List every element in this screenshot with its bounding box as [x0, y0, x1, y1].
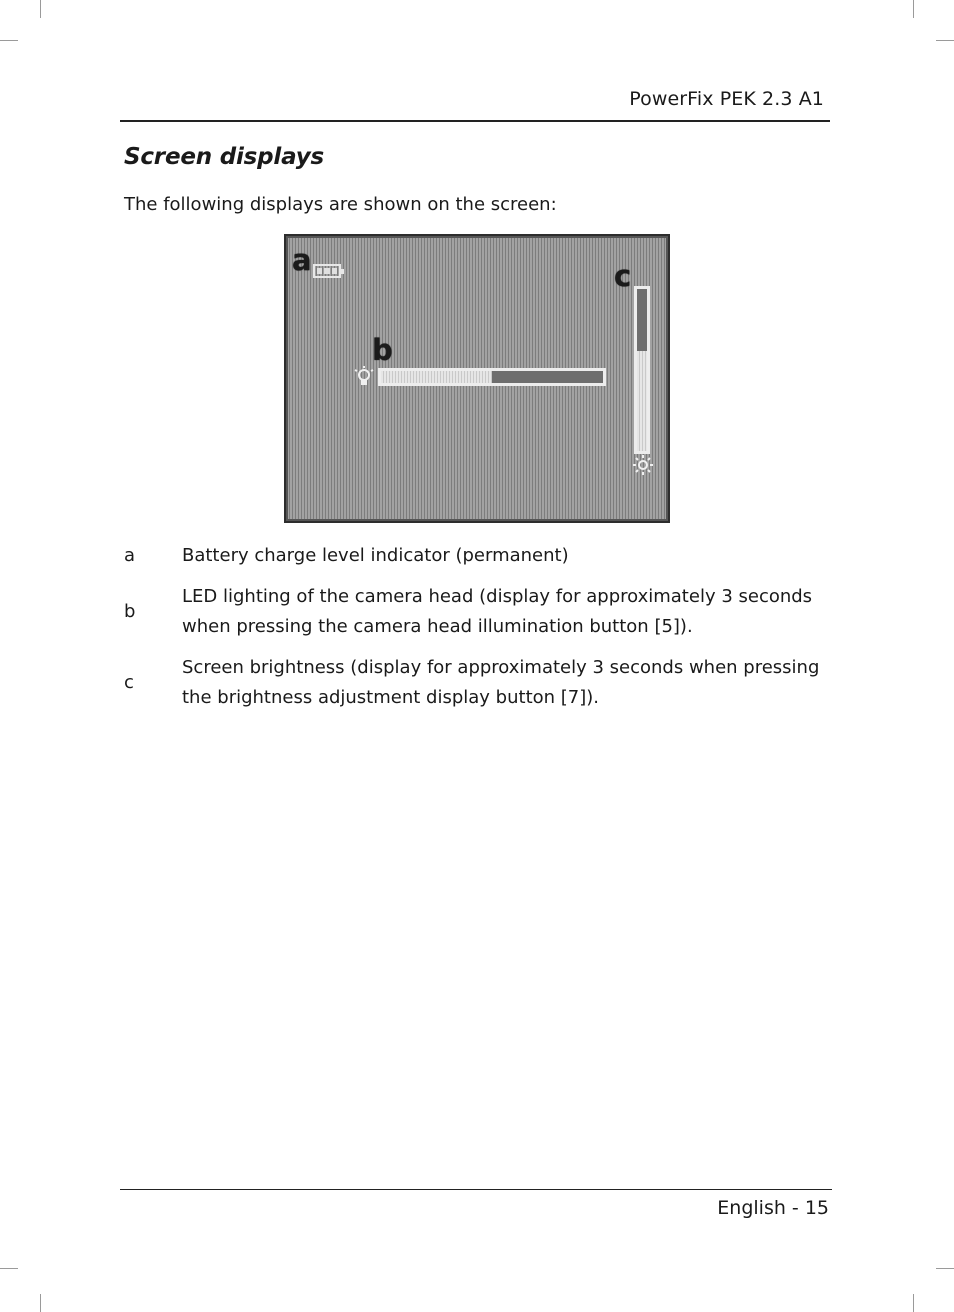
callout-a: a	[292, 243, 312, 277]
brightness-level-bar	[634, 286, 650, 454]
crop-mark	[0, 40, 18, 41]
legend-letter: a	[124, 545, 136, 566]
legend-item	[124, 582, 824, 642]
header-title: PowerFix PEK 2.3 A1	[629, 88, 824, 110]
legend-item	[124, 541, 824, 571]
screen-display-figure	[284, 234, 670, 523]
sun-icon	[632, 454, 654, 476]
legend-letter: b	[124, 601, 136, 622]
section-heading: Screen displays	[124, 144, 325, 170]
legend-item	[124, 653, 824, 713]
battery-cell	[324, 268, 329, 274]
battery-icon	[313, 264, 341, 278]
crop-mark	[936, 1268, 954, 1269]
page-number: English - 15	[717, 1197, 829, 1219]
footer-rule	[120, 1189, 832, 1190]
crop-mark	[40, 1294, 41, 1312]
legend-list	[124, 541, 824, 724]
callout-c: c	[614, 259, 632, 293]
crop-mark	[913, 0, 914, 18]
crop-mark	[0, 1268, 18, 1269]
crop-mark	[40, 0, 41, 18]
legend-text: LED lighting of the camera head (display for approximately 3 seconds when pressing the camera head illumination button [5]).	[182, 586, 813, 637]
brightness-level-fill	[637, 351, 647, 451]
battery-cell	[317, 268, 322, 274]
legend-letter: c	[124, 672, 134, 693]
callout-b: b	[372, 333, 393, 367]
legend-text: Screen brightness (display for approximately 3 seconds when pressing the brightness adjustment display button [7]).	[182, 657, 820, 708]
legend-text: Battery charge level indicator (permanent)	[182, 545, 569, 566]
intro-text: The following displays are shown on the screen:	[124, 194, 557, 215]
lightbulb-icon	[354, 366, 374, 388]
battery-cell	[332, 268, 337, 274]
header-rule	[120, 120, 830, 122]
crop-mark	[936, 40, 954, 41]
led-level-fill	[381, 371, 492, 383]
crop-mark	[913, 1294, 914, 1312]
led-level-bar	[378, 368, 606, 386]
